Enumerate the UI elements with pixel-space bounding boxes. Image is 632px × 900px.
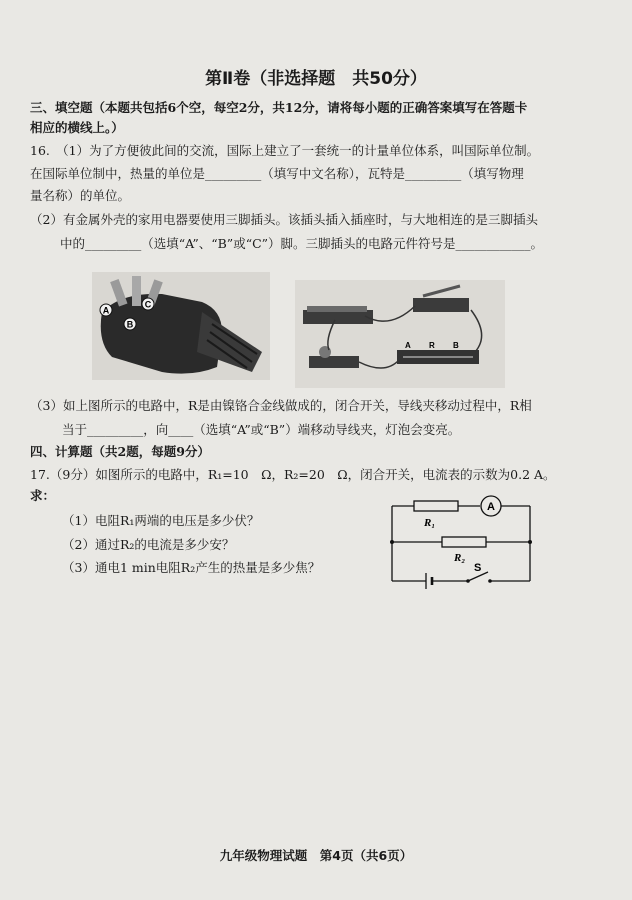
page-footer: 九年级物理试题 第4页（共6页） (219, 848, 413, 863)
q17-sub1: （1）电阻R₁两端的电压是多少伏？ (62, 513, 260, 528)
q16-part1-line1: 16. （1）为了方便彼此间的交流，国际上建立了一套统一的计量单位体系，叫国际单位制。 (30, 143, 540, 158)
plug-label-a: A (102, 305, 110, 316)
circuit-label-r: R (429, 341, 435, 350)
q17-sub2: （2）通过R₂的电流是多少安？ (62, 537, 235, 552)
r1-label: R₁ (424, 517, 436, 529)
q16-part1-line2: 在国际单位制中，热量的单位是_________（填写中文名称），瓦特是_________（填写物理 (30, 166, 524, 181)
circuit-label-a: A (405, 341, 411, 350)
plug-label-c: C (144, 299, 152, 310)
q17-stem-line1: 17.（9分）如图所示的电路中，R₁=10 Ω，R₂=20 Ω，闭合开关，电流表的示数为0.2 A。 (30, 467, 556, 482)
ammeter-label: A (487, 501, 495, 513)
section4-heading: 四、计算题（共2题，每题9分） (30, 444, 210, 459)
switch-label: S (474, 562, 482, 574)
q16-part3-line2: 当于_________，向____（选填“A”或“B”）端移动导线夹，灯泡会变亮。 (62, 422, 461, 437)
resistor-r2 (442, 537, 486, 547)
page-title: 第Ⅱ卷（非选择题 共50分） (205, 69, 427, 89)
q16-part2-line1: （2）有金属外壳的家用电器要使用三脚插头。该插头插入插座时，与大地相连的是三脚插头 (30, 212, 538, 227)
q16-part1-line3: 量名称）的单位。 (30, 188, 131, 203)
section3-heading-line2: 相应的横线上。） (30, 120, 124, 135)
resistor-r1 (414, 501, 458, 511)
circuit-label-b: B (453, 341, 459, 350)
q16-part3-line1: （3）如上图所示的电路中，R是由镍铬合金线做成的，闭合开关，导线夹移动过程中，R相 (30, 398, 532, 413)
r2-label: R₂ (454, 552, 466, 564)
q17-circuit-diagram (388, 490, 538, 590)
q17-sub3: （3）通电1 min电阻R₂产生的热量是多少焦？ (62, 560, 321, 575)
plug-label-b: B (126, 319, 134, 330)
section3-heading-line1: 三、填空题（本题共包括6个空，每空2分，共12分，请将每小题的正确答案填写在答题卡 (30, 100, 528, 115)
q16-part2-line2: 中的_________（选填“A”、“B”或“C”）脚。三脚插头的电路元件符号是____________。 (60, 236, 544, 251)
three-pin-plug-photo (92, 272, 270, 380)
q17-stem-line2: 求： (30, 488, 56, 503)
rheostat-circuit-photo (295, 280, 505, 388)
